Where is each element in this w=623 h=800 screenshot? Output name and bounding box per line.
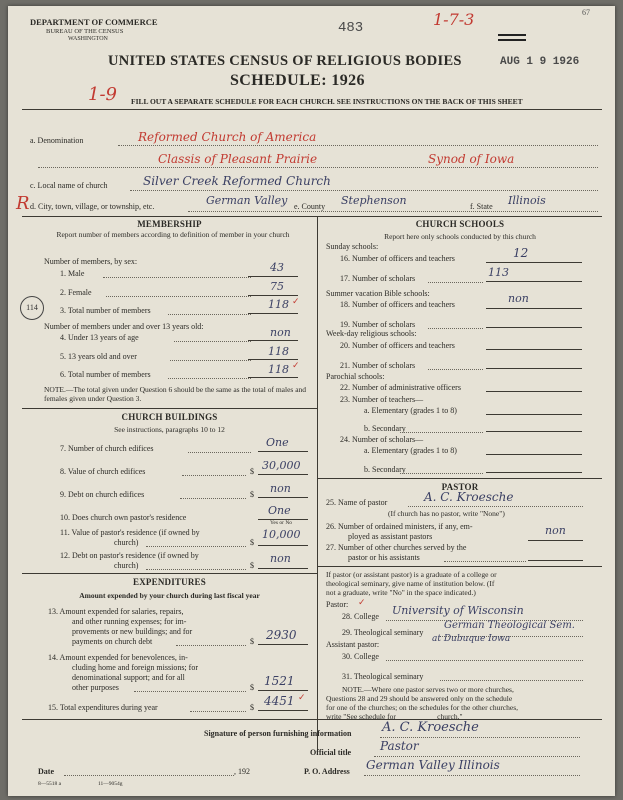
denomination-value: Reformed Church of America: [138, 130, 317, 144]
q24-label: 24. Number of scholars—: [340, 435, 424, 444]
q3-label: 3. Total number of members: [60, 306, 151, 315]
q11-label-2: church): [114, 538, 139, 547]
form-title: UNITED STATES CENSUS OF RELIGIOUS BODIES: [108, 53, 462, 69]
red-left-code: 1-9: [88, 84, 117, 105]
q27-label-2: pastor or his assistants: [348, 553, 420, 562]
census-schedule-page: DEPARTMENT OF COMMERCE BUREAU OF THE CENSUS WASHINGTON 483 1-7-3 67 UNITED STATES CENSUS OF RELIGIOUS BODIES AUG 1 9 1926 SCHEDULE: 1926 1-9 FILL OUT A SEPARATE SCHEDULE FOR EACH CHURCH. SEE INSTRUCTIONS ON THE BACK OF THIS SHEET a. Denomination Reformed Church of America Classis of Pleasant Prairie Synod of Iowa c. Local name of church Silver Creek Reformed Church R d. City, town, village, or township, etc. German Valley e. County Stephenson f. State Illinois MEMBERSHIP Report number of members according to definition of member in your church Number of members, by sex: 1. Male 43 2. Female 75 114 3. Total number of members 118 ✓ Number of members under and over 13 years old: 4. Under 13 years of age non 5. 13 years old and over 118 6. Total number of members 118 ✓ NOTE.—The total given under Question 6 should be the same as the total of males and females given under Question 3. CHURCH BUILDINGS See instructions, paragraphs 10 to 12 7. Number of church edifices One 8. Value of church edifices $ 30,000 9. Debt on church edifices $ non 10. Does church own pastor's residence One Yes or No 11. Value of pastor's residence (if owned by church) $ 10,000 12. Debt on pastor's residence (if owned by church) $ non EXPENDITURES Amount expended by your church during last fiscal year 13. Amount expended for salaries, repairs, and other running expenses; for im- provements or new buildings; and for payments on church debt $ 2930 14. Amount expended for benevolences, in- cluding home and foreign missions; for denominational support; and for all other purposes $ 1521 15. Total expenditures during year $ 4451 ✓ CHURCH SCHOOLS Report here only schools conducted by this church Sunday schools: 16. Number of officers and teachers 12 17. Number of scholars 113 Summer vacation Bible schools: 18. Number of officers and teachers non 19. Number of scholars Week-day religious schools: 20. Number of officers and teachers 21. Number of scholars Parochial schools: 22. Number of administrative officers 23. Number of teachers— a. Elementary (grades 1 to 8) b. Secondary 24. Number of scholars— a. Elementary (grades 1 to 8) b. Secondary PASTOR 25. Name of pastor A. C. Kroesche (If church has no pastor, write "None") 26. Number of ordained ministers, if any, em- ployed as assistant pastors non 27. Number of other churches served by the pastor or his assistants If pastor (or assistant pastor) is a graduate of a college or theological seminary, give name of institution below. (If not a graduate, write "No" in the space indicated.) Pastor: ✓ 28. College University of Wisconsin 29. Theological seminary German Theological Sem. Assistant pastor: at Dubuque Iowa 30. College 31. Theological seminary NOTE.—Where one pastor serves two or more churches, Questions 28 and 29 should be answered only on the schedule for one of the churches; on the schedules for the other churches, write "See schedule for __________ church." Signature of person furnishing information A. C. Kroesche Official title Pastor Date , 192 P. O. Address German Valley Illinois 8—5518 a 11—9054g: [8, 6, 615, 796]
q1-value: 43: [270, 261, 284, 274]
county-label: e. County: [294, 202, 326, 211]
q25-sub: (If church has no pastor, write "None"): [388, 509, 505, 518]
q23a-label: a. Elementary (grades 1 to 8): [364, 406, 457, 415]
graduate-note-2: theological seminary, give name of institution below. (If: [326, 579, 495, 588]
local-name-label: c. Local name of church: [30, 181, 108, 190]
buildings-title: CHURCH BUILDINGS: [121, 412, 218, 422]
year-label: , 192: [234, 767, 250, 776]
q28-value: University of Wisconsin: [392, 604, 524, 617]
q13-label-4: payments on church debt: [72, 637, 153, 646]
q4-label: 4. Under 13 years of age: [60, 333, 139, 342]
check-mark-icon: ✓: [292, 360, 300, 370]
q6-label: 6. Total number of members: [60, 370, 151, 379]
q9-label: 9. Debt on church edifices: [60, 490, 145, 499]
q23b-label: b. Secondary: [364, 424, 406, 433]
q13-label-2: and other running expenses; for im-: [72, 617, 187, 626]
pastor-note-2: Questions 28 and 29 should be answered only on the schedule: [326, 694, 513, 703]
form-subtitle: SCHEDULE: 1926: [230, 72, 365, 89]
q8-label: 8. Value of church edifices: [60, 467, 146, 476]
graduate-note-3: not a graduate, write "No" in the space indicated.): [326, 588, 476, 597]
q5-label: 5. 13 years old and over: [60, 352, 137, 361]
expenditures-intro: Amount expended by your church during last fiscal year: [79, 591, 260, 600]
pastor-sub-label: Pastor:: [326, 600, 349, 609]
q23-label: 23. Number of teachers—: [340, 395, 424, 404]
city-value: German Valley: [206, 194, 288, 207]
signature-value: A. C. Kroesche: [382, 720, 479, 735]
bureau-name: BUREAU OF THE CENSUS: [46, 28, 124, 35]
address-label: P. O. Address: [304, 767, 350, 776]
check-mark-icon: ✓: [292, 296, 300, 306]
q7-value: One: [266, 436, 289, 449]
q26-label-2: ployed as assistant pastors: [348, 532, 433, 541]
q8-value: 30,000: [262, 459, 301, 472]
q25-value: A. C. Kroesche: [424, 490, 514, 504]
check-mark-icon: ✓: [298, 692, 306, 702]
q12-label: 12. Debt on pastor's residence (if owned by: [60, 551, 199, 560]
q27-label: 27. Number of other churches served by the: [326, 543, 467, 552]
q29-value: German Theological Sem.: [444, 620, 575, 631]
summer-label: Summer vacation Bible schools:: [326, 289, 430, 298]
form-number: 483: [338, 20, 364, 36]
q4-value: non: [270, 326, 291, 339]
r-mark: R: [16, 193, 30, 214]
schools-intro: Report here only schools conducted by this church: [384, 232, 536, 241]
q28-label: 28. College: [342, 612, 379, 621]
q16-label: 16. Number of officers and teachers: [340, 254, 455, 263]
instructions-line: FILL OUT A SEPARATE SCHEDULE FOR EACH CHURCH. SEE INSTRUCTIONS ON THE BACK OF THIS SHEET: [131, 97, 523, 106]
by-sex-label: Number of members, by sex:: [44, 257, 138, 266]
q11-label: 11. Value of pastor's residence (if owned by: [60, 528, 200, 537]
print-code-2: 11—9054g: [98, 781, 123, 787]
q18-label: 18. Number of officers and teachers: [340, 300, 455, 309]
weekday-label: Week-day religious schools:: [326, 329, 417, 338]
struck-mark: [498, 34, 526, 36]
q17-label: 17. Number of scholars: [340, 274, 416, 283]
q14-value: 1521: [264, 674, 295, 688]
q20-label: 20. Number of officers and teachers: [340, 341, 455, 350]
corner-mark: 67: [582, 8, 590, 17]
q31-label: 31. Theological seminary: [342, 672, 424, 681]
q12-value: non: [270, 552, 291, 565]
dept-name: DEPARTMENT OF COMMERCE: [30, 17, 158, 27]
q6-value: 118: [268, 363, 289, 376]
q24b-label: b. Secondary: [364, 465, 406, 474]
schools-title: CHURCH SCHOOLS: [415, 219, 505, 229]
q3-value: 118: [268, 298, 289, 311]
q5-value: 118: [268, 345, 289, 358]
q19-label: 19. Number of scholars: [340, 320, 416, 329]
pastor-note-3: for one of the churches; on the schedules for the other churches,: [326, 703, 519, 712]
q7-label: 7. Number of church edifices: [60, 444, 154, 453]
date-stamp: AUG 1 9 1926: [500, 56, 580, 68]
parochial-label: Parochial schools:: [326, 372, 385, 381]
pastor-title: PASTOR: [441, 482, 479, 492]
county-value: Stephenson: [341, 194, 407, 207]
q9-value: non: [270, 482, 291, 495]
q15-label: 15. Total expenditures during year: [48, 703, 158, 712]
q14-label: 14. Amount expended for benevolences, in-: [48, 653, 188, 662]
q1-label: 1. Male: [60, 269, 85, 278]
assistant-label: Assistant pastor:: [326, 640, 380, 649]
q15-value: 4451: [264, 694, 295, 708]
q13-label: 13. Amount expended for salaries, repairs,: [48, 607, 184, 616]
q13-label-3: provements or new buildings; and for: [72, 627, 193, 636]
official-title-value: Pastor: [380, 739, 419, 753]
q2-value: 75: [270, 280, 284, 293]
check-mark-icon: ✓: [358, 597, 366, 607]
denomination-label: a. Denomination: [30, 136, 84, 145]
address-value: German Valley Illinois: [366, 758, 500, 772]
state-value: Illinois: [508, 194, 546, 207]
q29-value-2: at Dubuque Iowa: [432, 634, 511, 644]
q22-label: 22. Number of administrative officers: [340, 383, 461, 392]
pastor-note-4: write "See schedule for __________ church.": [326, 712, 463, 721]
q17-value: 113: [488, 266, 509, 279]
membership-note: NOTE.—The total given under Question 6 should be the same as the total of males and females given under Question 3.: [44, 385, 307, 403]
q21-label: 21. Number of scholars: [340, 361, 416, 370]
q14-label-2: cluding home and foreign missions; for: [72, 663, 198, 672]
q16-value: 12: [513, 246, 529, 260]
q18-value: non: [508, 292, 529, 305]
q26-label: 26. Number of ordained ministers, if any, em-: [326, 522, 473, 531]
sunday-label: Sunday schools:: [326, 242, 379, 251]
q10-sub: Yes or No: [270, 520, 293, 526]
q30-label: 30. College: [342, 652, 379, 661]
q29-label: 29. Theological seminary: [342, 628, 424, 637]
q13-value: 2930: [266, 628, 297, 642]
q24a-label: a. Elementary (grades 1 to 8): [364, 446, 457, 455]
q12-label-2: church): [114, 561, 139, 570]
q2-label: 2. Female: [60, 288, 92, 297]
official-title-label: Official title: [310, 748, 352, 757]
graduate-note-1: If pastor (or assistant pastor) is a graduate of a college or: [326, 570, 497, 579]
pastor-note-1: NOTE.—Where one pastor serves two or more churches,: [342, 685, 514, 694]
signature-label: Signature of person furnishing information: [204, 729, 352, 738]
q26-value: non: [545, 524, 566, 537]
membership-title: MEMBERSHIP: [137, 219, 202, 229]
city-label: d. City, town, village, or township, etc.: [30, 202, 155, 211]
membership-intro: Report number of members according to definition of member in your church: [56, 230, 290, 239]
buildings-intro: See instructions, paragraphs 10 to 12: [114, 425, 225, 434]
date-label: Date: [38, 767, 54, 776]
state-label: f. State: [470, 202, 493, 211]
q10-label: 10. Does church own pastor's residence: [60, 513, 187, 522]
city-name: WASHINGTON: [68, 36, 108, 42]
age-intro: Number of members under and over 13 years old:: [44, 322, 204, 331]
circled-note: 114: [20, 296, 44, 320]
red-code: 1-7-3: [433, 10, 475, 29]
q10-value: One: [268, 504, 291, 517]
q14-label-4: other purposes: [72, 683, 119, 692]
classis-value: Classis of Pleasant Prairie: [158, 152, 318, 166]
q25-label: 25. Name of pastor: [326, 498, 388, 507]
expenditures-title: EXPENDITURES: [133, 577, 206, 587]
local-name-value: Silver Creek Reformed Church: [143, 174, 331, 188]
q11-value: 10,000: [262, 528, 301, 541]
synod-value: Synod of Iowa: [428, 152, 515, 166]
struck-mark-2: [498, 39, 526, 41]
print-code-1: 8—5518 a: [38, 781, 62, 787]
q14-label-3: denominational support; and for all: [72, 673, 185, 682]
